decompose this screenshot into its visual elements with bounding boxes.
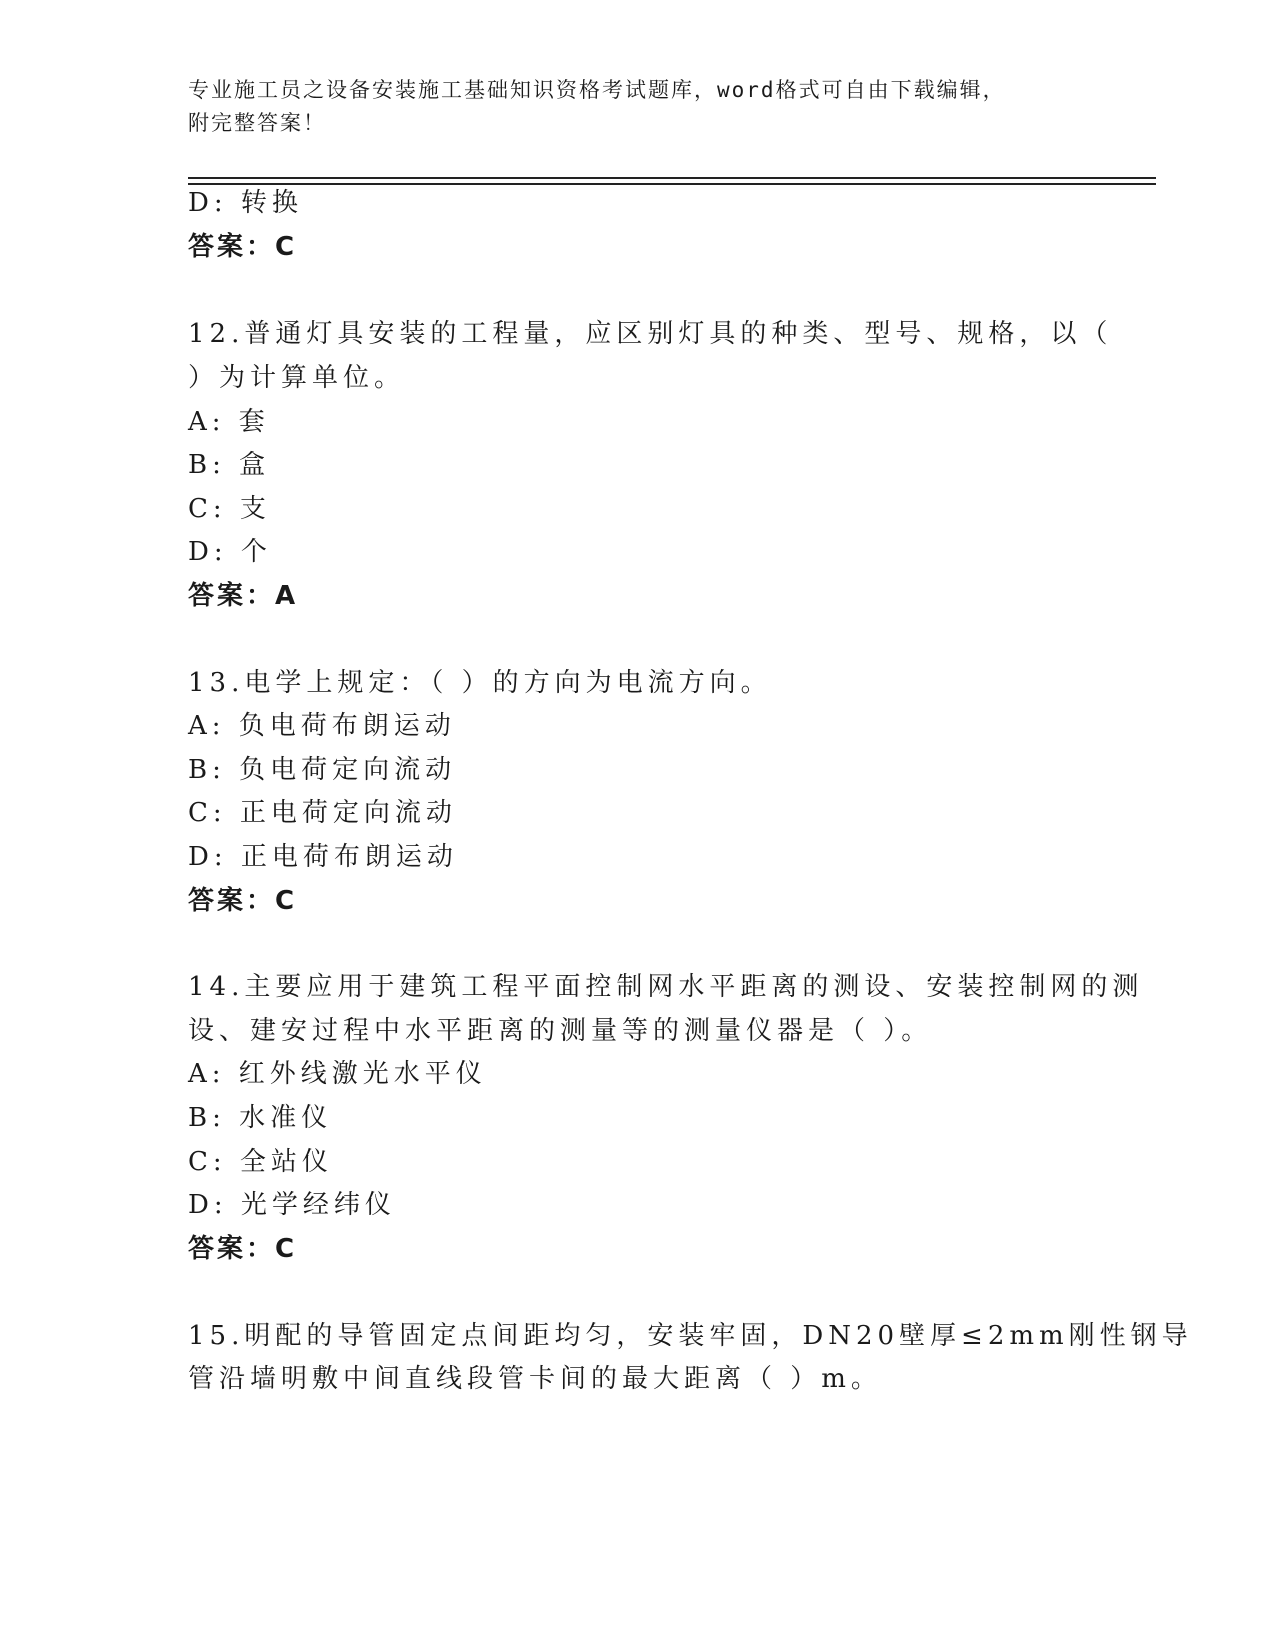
q13-option-d: D: 正电荷布朗运动	[188, 842, 458, 872]
q13-option-b: B: 负电荷定向流动	[188, 755, 457, 785]
q14-option-b: B: 水准仪	[188, 1103, 333, 1133]
header-divider-bottom	[188, 183, 1156, 185]
q12-option-a: A: 套	[188, 407, 270, 437]
q14-answer: 答案：C	[188, 1234, 298, 1264]
document-header	[188, 74, 1088, 140]
q14-stem-line1: 14.主要应用于建筑工程平面控制网水平距离的测设、安装控制网的测	[188, 972, 1144, 1002]
q12-answer: 答案：A	[188, 581, 299, 611]
q13-answer: 答案：C	[188, 886, 298, 916]
q12-option-d: D: 个	[188, 537, 272, 567]
q13-stem-line1: 13.电学上规定：（ ）的方向为电流方向。	[188, 668, 772, 698]
q14-stem-line2: 设、建安过程中水平距离的测量等的测量仪器是（ ）。	[188, 1016, 933, 1046]
q14-option-c: C: 全站仪	[188, 1147, 333, 1177]
q12-option-c: C: 支	[188, 494, 271, 524]
header-line-1: 专业施工员之设备安装施工基础知识资格考试题库，word格式可自由下载编辑，	[188, 78, 1006, 102]
q13-option-a: A: 负电荷布朗运动	[188, 711, 456, 741]
prev-answer: 答案：C	[188, 232, 298, 262]
prev-option-d: D: 转换	[188, 188, 303, 218]
q12-option-b: B: 盒	[188, 450, 271, 480]
q14-option-d: D: 光学经纬仪	[188, 1190, 396, 1220]
q13-option-c: C: 正电荷定向流动	[188, 798, 457, 828]
q15-stem-line1: 15.明配的导管固定点间距均匀，安装牢固，DN20壁厚≤2mm刚性钢导	[188, 1321, 1193, 1351]
q12-stem-line1: 12.普通灯具安装的工程量，应区别灯具的种类、型号、规格，以（	[188, 319, 1113, 349]
header-line-2: 附完整答案！	[188, 111, 326, 135]
q14-option-a: A: 红外线激光水平仪	[188, 1059, 487, 1089]
q12-stem-line2: ）为计算单位。	[188, 363, 406, 393]
header-divider-top	[188, 177, 1156, 179]
q15-stem-line2: 管沿墙明敷中间直线段管卡间的最大距离（ ）m。	[188, 1364, 882, 1394]
